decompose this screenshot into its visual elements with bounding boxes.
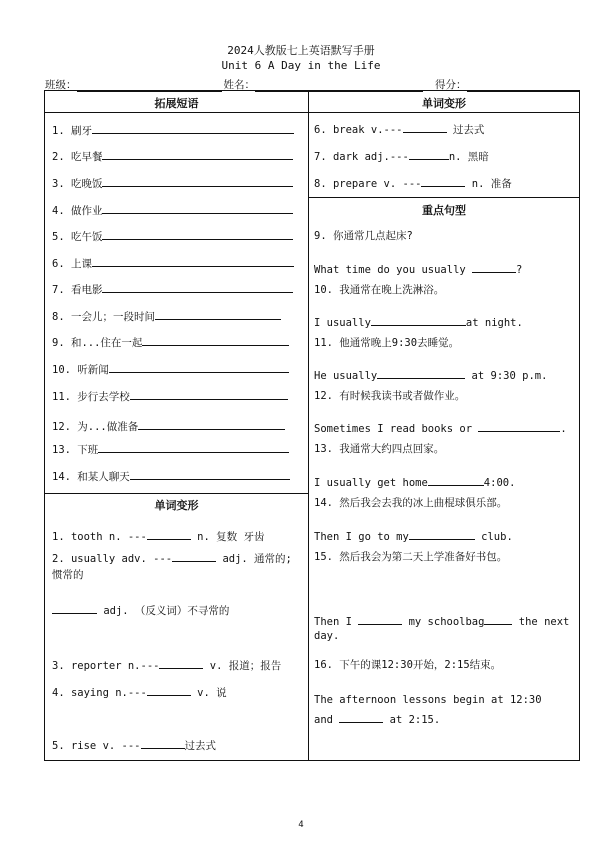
- answer-blank[interactable]: [472, 261, 516, 273]
- answer-blank[interactable]: [130, 388, 288, 400]
- answer-blank[interactable]: [138, 418, 285, 430]
- word-form-item: 6. break v.--- 过去式: [314, 121, 484, 137]
- phrase-item: 6. 上课: [52, 255, 294, 271]
- sentence-en-cont: day.: [314, 630, 340, 642]
- phrase-item: 10. 听新闻: [52, 361, 289, 377]
- right-words-header: 单词变形: [422, 97, 466, 110]
- answer-blank[interactable]: [478, 420, 560, 432]
- worksheet-table: [44, 90, 580, 761]
- phrase-item: 4. 做作业: [52, 202, 293, 218]
- sentence-cn: 10. 我通常在晚上洗淋浴。: [314, 284, 445, 296]
- phrase-item: 2. 吃早餐: [52, 148, 293, 164]
- phrase-item: 13. 下班: [52, 441, 289, 457]
- sentence-en: Sometimes I read books or .: [314, 420, 567, 435]
- unit-title: Unit 6 A Day in the Life: [221, 59, 381, 72]
- phrase-item: 8. 一会儿；一段时间: [52, 308, 281, 324]
- answer-blank[interactable]: [159, 657, 203, 669]
- word-form-item: 7. dark adj.--- n. 黑暗: [314, 148, 489, 164]
- answer-blank[interactable]: [358, 613, 402, 625]
- word-form-note: 惯常的: [52, 569, 84, 581]
- sentence-en: He usually at 9:30 p.m.: [314, 367, 547, 382]
- sentence-en: What time do you usually ?: [314, 261, 522, 276]
- sentence-en-cont: and at 2:15.: [314, 711, 440, 726]
- sentence-en: I usually at night.: [314, 314, 523, 329]
- left-phrases-rule: [45, 493, 308, 494]
- answer-blank[interactable]: [141, 737, 185, 749]
- answer-blank[interactable]: [102, 228, 293, 240]
- sentence-cn: 14. 然后我会去我的冰上曲棍球俱乐部。: [314, 497, 508, 509]
- answer-blank[interactable]: [102, 175, 293, 187]
- header-rule: [45, 112, 579, 113]
- score-label: 得分：: [435, 79, 467, 91]
- answer-blank[interactable]: [102, 202, 293, 214]
- doc-title: 2024人教版七上英语默写手册: [227, 44, 375, 57]
- answer-blank[interactable]: [155, 308, 281, 320]
- answer-blank[interactable]: [92, 255, 294, 267]
- answer-blank[interactable]: [52, 602, 97, 614]
- phrase-item: 5. 吃午饭: [52, 228, 293, 244]
- sentence-en: I usually get home 4:00.: [314, 474, 515, 489]
- answer-blank[interactable]: [147, 684, 191, 696]
- phrases-header: 拓展短语: [154, 97, 199, 110]
- answer-blank[interactable]: [409, 528, 475, 540]
- answer-blank[interactable]: [142, 334, 289, 346]
- phrase-item: 1. 刷牙: [52, 122, 294, 138]
- class-label: 班级：: [45, 79, 77, 91]
- answer-blank[interactable]: [484, 613, 512, 625]
- sentence-en: Then I go to my club.: [314, 528, 513, 543]
- word-form-item: 1. tooth n. --- n. 复数 牙齿: [52, 528, 264, 544]
- word-form-item: 3. reporter n.--- v. 报道；报告: [52, 657, 281, 673]
- sentence-cn: 15. 然后我会为第二天上学准备好书包。: [314, 551, 508, 563]
- answer-blank[interactable]: [409, 148, 449, 160]
- word-form-item: 8. prepare v. --- n. 准备: [314, 175, 512, 191]
- sentence-cn: 13. 我通常大约四点回家。: [314, 443, 445, 455]
- answer-blank[interactable]: [130, 468, 290, 480]
- answer-blank[interactable]: [109, 361, 289, 373]
- sentence-cn: 16. 下午的课12:30开始，2:15结束。: [314, 659, 502, 671]
- left-words-header: 单词变形: [154, 499, 199, 512]
- page-number: 4: [298, 820, 304, 830]
- sentence-cn: 9. 你通常几点起床?: [314, 230, 413, 242]
- word-form-item: adj. （反义词）不寻常的: [52, 602, 229, 618]
- answer-blank[interactable]: [421, 175, 465, 187]
- sentences-header: 重点句型: [422, 204, 466, 217]
- phrase-item: 9. 和...住在一起: [52, 334, 289, 350]
- phrase-item: 3. 吃晚饭: [52, 175, 293, 191]
- answer-blank[interactable]: [172, 550, 216, 562]
- column-divider: [308, 91, 309, 760]
- answer-blank[interactable]: [403, 121, 447, 133]
- sentence-cn: 12. 有时候我读书或者做作业。: [314, 390, 466, 402]
- answer-blank[interactable]: [102, 148, 293, 160]
- word-form-item: 5. rise v. --- 过去式: [52, 737, 216, 753]
- phrase-item: 12. 为...做准备: [52, 418, 285, 434]
- word-form-item: 2. usually adv. --- adj. 通常的;: [52, 550, 292, 566]
- answer-blank[interactable]: [371, 314, 466, 326]
- phrase-item: 7. 看电影: [52, 281, 293, 297]
- answer-blank[interactable]: [98, 441, 289, 453]
- answer-blank[interactable]: [147, 528, 191, 540]
- answer-blank[interactable]: [92, 122, 294, 134]
- answer-blank[interactable]: [339, 711, 383, 723]
- phrase-item: 14. 和某人聊天: [52, 468, 290, 484]
- right-words-rule: [309, 197, 579, 198]
- answer-blank[interactable]: [377, 367, 465, 379]
- sentence-cn: 11. 他通常晚上9:30去睡觉。: [314, 337, 460, 349]
- name-label: 姓名：: [223, 79, 255, 91]
- word-form-item: 4. saying n.--- v. 说: [52, 684, 227, 700]
- answer-blank[interactable]: [428, 474, 484, 486]
- phrase-item: 11. 步行去学校: [52, 388, 288, 404]
- sentence-en: The afternoon lessons begin at 12:30: [314, 694, 542, 706]
- answer-blank[interactable]: [102, 281, 293, 293]
- sentence-en: Then I my schoolbag the next: [314, 613, 569, 628]
